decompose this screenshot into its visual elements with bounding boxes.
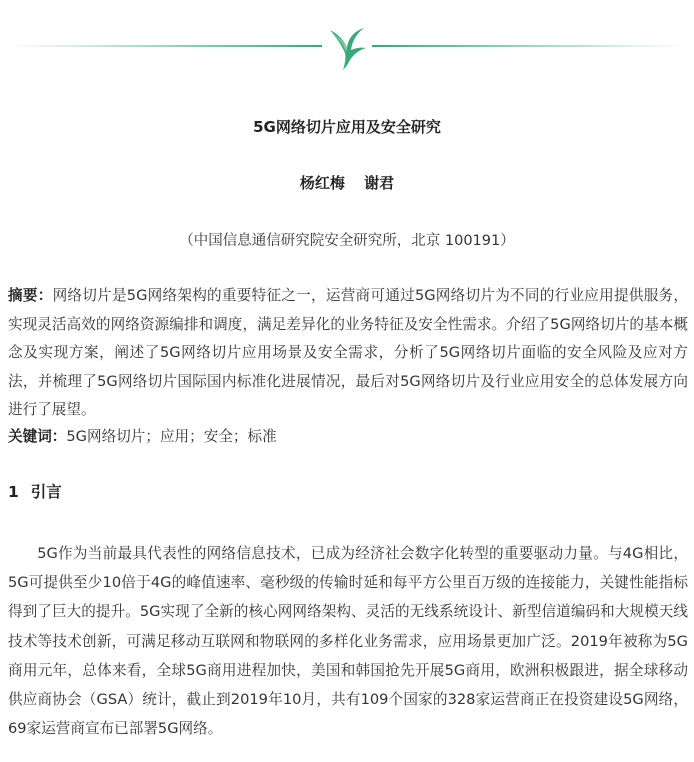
section-title: 引言 xyxy=(30,483,62,501)
abstract-paragraph xyxy=(8,282,688,425)
abstract-label: 摘要： xyxy=(8,287,53,304)
section-number: 1 xyxy=(8,483,19,501)
divider-line-right xyxy=(372,45,684,47)
decorative-header xyxy=(0,20,694,72)
paper-title: 5G网络切片应用及安全研究 xyxy=(253,118,441,136)
author-name: 杨红梅 xyxy=(299,174,345,192)
abstract-text: 网络切片是5G网络架构的重要特征之一，运营商可通过5G网络切片为不同的行业应用提供服务，实现灵活高效的网络资源编排和调度，满足差异化的业务特征及安全性需求。介绍了5G网络切片的基本概念及实现方案，阐述了5G网络切片应用场景及安全需求，分析了5G网络切片面临的安全风险及应对方法，并梳理了5G网络切片国际国内标准化进展情况，最后对5G网络切片及行业应用安全的总体发展方向进行了展望。 xyxy=(8,287,688,418)
intro-paragraph: 5G作为当前最具代表性的网络信息技术，已成为经济社会数字化转型的重要驱动力量。与4G相比，5G可提供至少10倍于4G的峰值速率、毫秒级的传输时延和每平方公里百万级的连接能力，关键性能指标得到了巨大的提升。5G实现了全新的核心网网络架构、灵活的无线系统设计、新型信道编码和大规模天线技术等技术创新，可满足移动互联网和物联网的多样化业务需求，应用场景更加广泛。2019年被称为5G商用元年，总体来看，全球5G商用进程加快，美国和韩国抢先开展5G商用，欧洲积极跟进，据全球移动供应商协会（GSA）统计，截止到2019年10月，共有109个国家的328家运营商正在投资建设5G网络，69家运营商宣布已部署5G网络。 xyxy=(8,545,688,738)
keywords xyxy=(8,423,688,451)
divider-line-left xyxy=(10,45,322,47)
author-list xyxy=(0,172,694,193)
section-heading xyxy=(8,480,62,502)
keywords-label: 关键词： xyxy=(8,428,67,445)
keywords-text: 5G网络切片；应用；安全；标准 xyxy=(66,428,277,445)
author-name: 谢君 xyxy=(364,174,395,192)
swallow-bird-icon xyxy=(326,20,370,72)
affiliation: （中国信息通信研究院安全研究所，北京 100191） xyxy=(179,233,515,249)
